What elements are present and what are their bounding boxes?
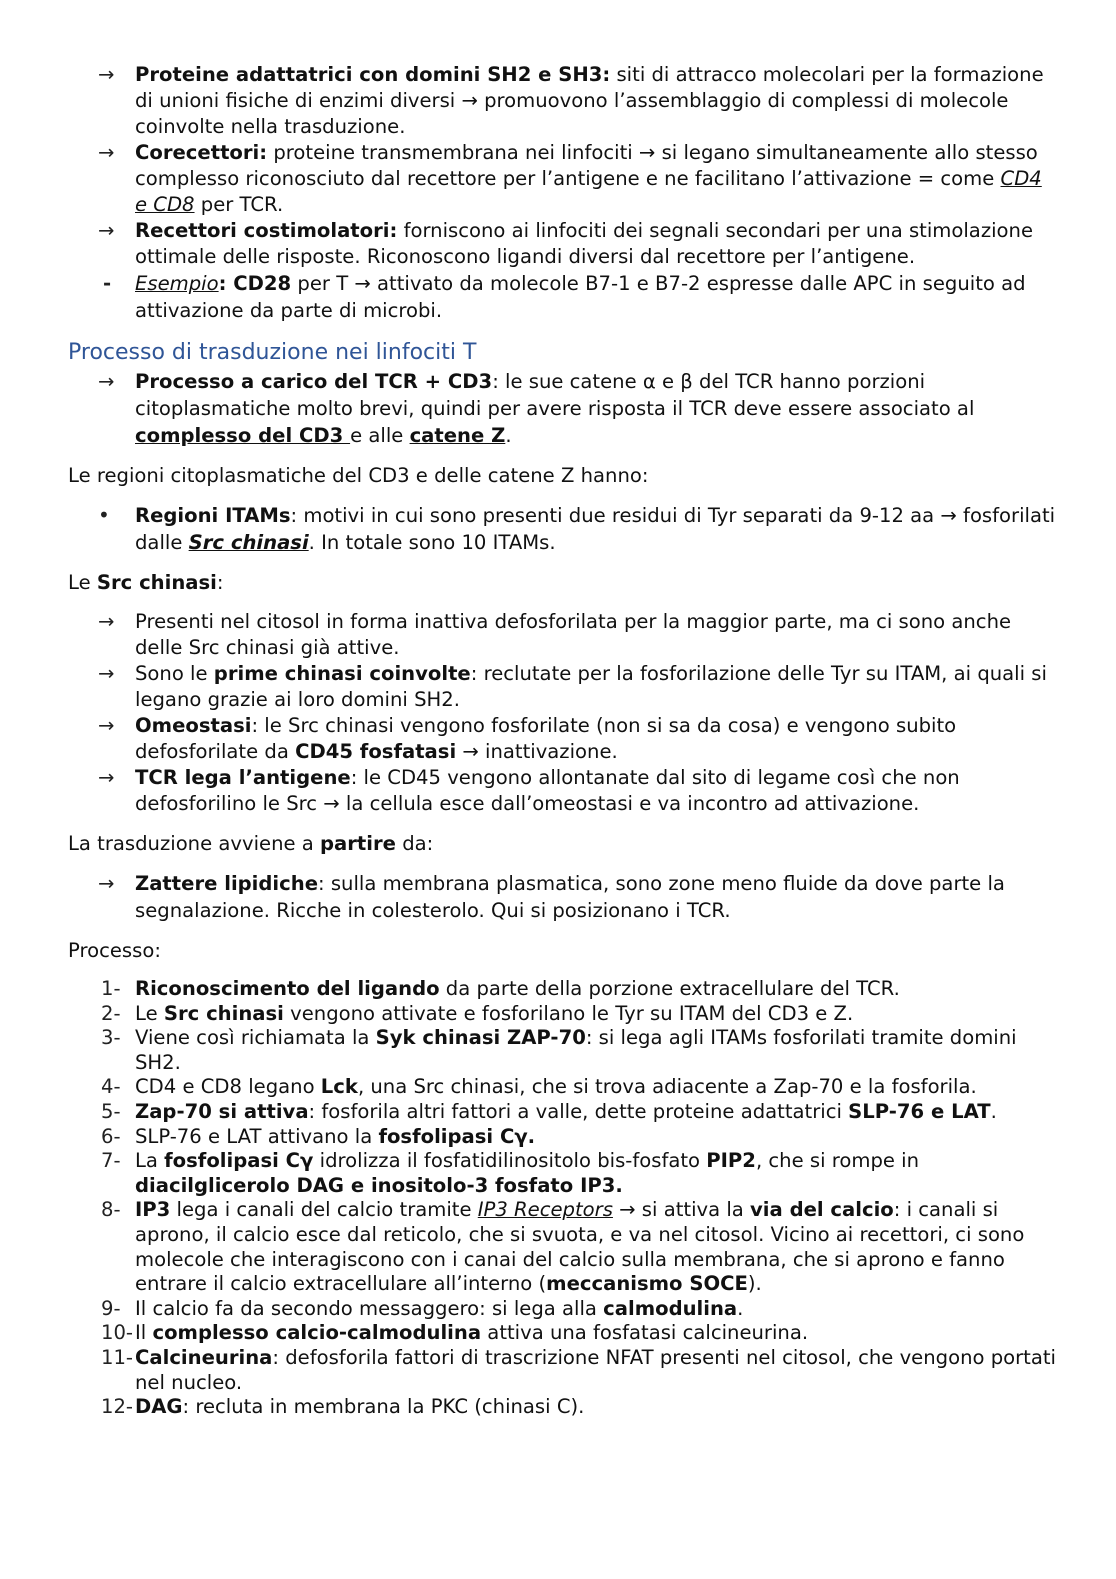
paragraph-transduction-start: La trasduzione avviene a partire da:: [68, 832, 434, 855]
list-item-step-10: 10- Il complesso calcio-calmodulina attiva una fosfatasi calcineurina.: [101, 1321, 809, 1345]
list-item-src-first: → Sono le prime chinasi coinvolte: reclutate per la fosforilazione delle Tyr su ITAM, ai quali si legano grazie ai loro domini SH2.: [98, 662, 1047, 711]
list-item-step-5: 5- Zap-70 si attiva: fosforila altri fattori a valle, dette proteine adattatrici SLP-76 e LAT.: [101, 1099, 997, 1123]
lipid-rafts-list: [68, 870, 1058, 924]
list-item-step-8: 8- IP3 lega i canali del calcio tramite IP3 Receptors → si attiva la via del calcio: i canali si aprono, il calcio esce dal reticolo, che si svuota, e va nel citosol. Vicino ai recettori, ci sono molecole che interagiscono con i canai del calcio sulla membrana, che si aprono e fanno entrare il calcio extracellulare all’interno (meccanismo SOCE).: [101, 1198, 1025, 1296]
tcr-cd3-list: [68, 368, 1058, 449]
list-item-tcr-cd3: → Processo a carico del TCR + CD3: le sue catene α e β del TCR hanno porzioni citoplasmatiche molto brevi, quindi per avere risposta il TCR deve essere associato al complesso del CD3 e alle catene Z.: [98, 370, 975, 447]
list-item-tcr-antigen: → TCR lega l’antigene: le CD45 vengono allontanate dal sito di legame così che non defosforilino le Src → la cellula esce dall’omeostasi e va incontro ad attivazione.: [98, 766, 960, 815]
arrow-icon: →: [98, 63, 115, 86]
arrow-icon: →: [98, 610, 115, 633]
dash-icon: -: [103, 272, 112, 295]
list-item-step-11: 11- Calcineurina: defosforila fattori di trascrizione NFAT presenti nel citosol, che vengono portati nel nucleo.: [101, 1345, 1056, 1394]
arrow-icon: →: [98, 219, 115, 242]
list-item-step-12: 12- DAG: recluta in membrana la PKC (chinasi C).: [101, 1395, 585, 1419]
list-item-omeostasi: → Omeostasi: le Src chinasi vengono fosforilate (non si sa da cosa) e vengono subito defosforilate da CD45 fosfatasi → inattivazione.: [98, 714, 957, 763]
list-item-example-cd28: - Esempio: CD28 per T → attivato da molecole B7-1 e B7-2 espresse dalle APC in seguito ad attivazione da parte di microbi.: [103, 272, 1026, 322]
list-item-step-1: 1- Riconoscimento del ligando da parte della porzione extracellulare del TCR.: [101, 977, 900, 1000]
process-steps-list: [68, 977, 1058, 1420]
list-item-costimulatory-receptors: → Recettori costimolatori: forniscono ai linfociti dei segnali secondari per una stimolazione ottimale delle risposte. Riconoscono ligandi diversi dal recettore per l’antigene.: [98, 219, 1034, 268]
arrow-icon: →: [98, 370, 115, 393]
paragraph-src-chinasi: Le Src chinasi:: [68, 571, 224, 594]
list-item-step-4: 4- CD4 e CD8 legano Lck, una Src chinasi, che si trova adiacente a Zap-70 e la fosforila.: [101, 1075, 977, 1099]
list-item-step-6: 6- SLP-76 e LAT attivano la fosfolipasi Cγ.: [101, 1124, 536, 1148]
cd4-cd8-link[interactable]: CD4 e CD8: [135, 167, 1042, 216]
arrow-icon: →: [98, 662, 115, 685]
src-chinasi-list: [68, 609, 1058, 817]
arrow-icon: →: [98, 872, 115, 895]
list-item-step-7: 7- La fosfolipasi Cγ idrolizza il fosfatidilinositolo bis-fosfato PIP2, che si rompe in diacilglicerolo DAG e inositolo-3 fosfato IP3.: [101, 1149, 920, 1197]
receptor-types-list: [68, 62, 1058, 270]
list-item-adaptor-proteins: → Proteine adattatrici con domini SH2 e SH3: siti di attracco molecolari per la formazione di unioni fisiche di enzimi diversi → promuovono l’assemblaggio di complessi di molecole coinvolte nella trasduzione.: [98, 63, 1044, 138]
list-item-step-2: 2- Le Src chinasi vengono attivate e fosforilano le Tyr su ITAM del CD3 e Z.: [101, 1001, 854, 1025]
list-item-src-present: → Presenti nel citosol in forma inattiva defosforilata per la maggior parte, ma ci sono anche delle Src chinasi già attive.: [98, 610, 1012, 659]
example-sublist: [68, 270, 1058, 324]
arrow-icon: →: [98, 766, 115, 789]
paragraph-cytoplasmic-regions: Le regioni citoplasmatiche del CD3 e delle catene Z hanno:: [68, 464, 649, 487]
paragraph-processo: Processo:: [68, 939, 161, 962]
list-item-itams: • Regioni ITAMs: motivi in cui sono presenti due residui di Tyr separati da 9-12 aa → fosforilati dalle Src chinasi. In totale sono 10 ITAMs.: [98, 503, 1056, 554]
arrow-icon: →: [98, 141, 115, 164]
document-content: [68, 62, 1058, 1420]
itams-list: [68, 502, 1058, 556]
bullet-icon: •: [98, 503, 110, 527]
list-item-step-3: 3- Viene così richiamata la Syk chinasi ZAP-70: si lega agli ITAMs fosforilati tramite domini SH2.: [101, 1026, 1017, 1074]
arrow-icon: →: [98, 714, 115, 737]
list-item-coreceptors: → Corecettori: proteine transmembrana nei linfociti → si legano simultaneamente allo stesso complesso riconosciuto dal recettore per l’antigene e ne facilitano l’attivazione = come CD4 e CD8 per TCR.: [98, 141, 1042, 216]
list-item-step-9: 9- Il calcio fa da secondo messaggero: si lega alla calmodulina.: [101, 1296, 744, 1320]
list-item-lipid-rafts: → Zattere lipidiche: sulla membrana plasmatica, sono zone meno fluide da dove parte la segnalazione. Ricche in colesterolo. Qui si posizionano i TCR.: [98, 872, 1005, 922]
section-heading: Processo di trasduzione nei linfociti T: [68, 340, 477, 365]
ip3-receptors-link[interactable]: IP3 Receptors: [477, 1198, 613, 1222]
